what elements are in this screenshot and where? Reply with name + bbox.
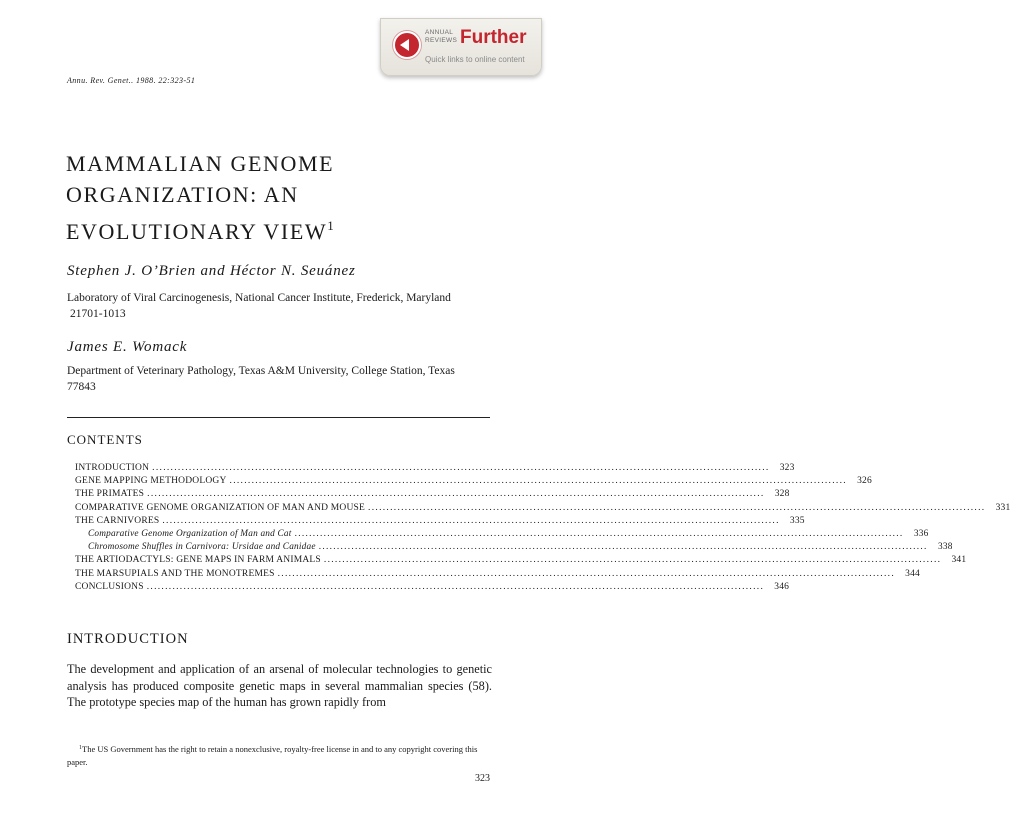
annual-reviews-further-badge[interactable] (380, 18, 542, 76)
toc-entry[interactable]: CONCLUSIONS ........................................................................................................................................................................ 346 (75, 581, 790, 592)
footnote-mark: 1 (79, 745, 82, 751)
annual-reviews-wordmark: ANNUAL REVIEWS (425, 29, 458, 44)
toc-subentry[interactable]: Comparative Genome Organization of Man and Cat ........................................................................................................................................................................ 336 (88, 528, 929, 539)
play-arrow-icon (393, 31, 421, 59)
author-affiliation-1: Laboratory of Viral Carcinogenesis, National Cancer Institute, Frederick, Maryland 21701-1013 (67, 292, 451, 320)
toc-entry[interactable]: THE ARTIODACTYLS: GENE MAPS IN FARM ANIMALS ........................................................................................................................................................................ 341 (75, 555, 967, 566)
toc-entry[interactable]: THE CARNIVORES ........................................................................................................................................................................ 335 (75, 515, 805, 526)
introduction-heading: INTRODUCTION (67, 631, 189, 647)
title-footnote-mark: 1 (327, 218, 334, 233)
further-subtitle: Quick links to online content (425, 55, 525, 64)
contents-heading: CONTENTS (67, 432, 143, 447)
author-affiliation-2: Department of Veterinary Pathology, Texas A&M University, College Station, Texas 77843 (67, 365, 455, 393)
table-of-contents (75, 463, 1010, 595)
introduction-paragraph: The development and application of an arsenal of molecular technologies to genetic analysis has produced composite genetic maps in several mammalian species (58). The prototype species map of the human has grown rapidly from (67, 662, 492, 709)
toc-entry[interactable]: GENE MAPPING METHODOLOGY ........................................................................................................................................................................ 326 (75, 476, 872, 487)
article-title: MAMMALIAN GENOME ORGANIZATION: AN EVOLUTIONARY VIEW$^1$ (66, 151, 335, 244)
section-divider (67, 417, 490, 418)
author-names-1: Stephen J. O’Brien and Héctor N. Seuánez (67, 263, 356, 279)
toc-entry[interactable]: THE PRIMATES ........................................................................................................................................................................ 328 (75, 489, 790, 500)
journal-citation: Annu. Rev. Genet.. 1988. 22:323-51 (67, 76, 196, 85)
toc-entry[interactable]: THE MARSUPIALS AND THE MONOTREMES ........................................................................................................................................................................ 344 (75, 568, 921, 579)
author-names-2: James E. Womack (67, 339, 188, 355)
toc-entry[interactable]: INTRODUCTION ........................................................................................................................................................................ 323 (75, 463, 795, 473)
toc-subentry[interactable]: Chromosome Shuffles in Carnivora: Ursidae and Canidae ........................................................................................................................................................................ 338 (88, 542, 953, 553)
further-label: Further (460, 27, 527, 48)
footnote: $^1$The US Government has the right to retain a nonexclusive, royalty-free license in and to any copyright covering this paper. (67, 744, 478, 767)
toc-entry[interactable]: COMPARATIVE GENOME ORGANIZATION OF MAN AND MOUSE ........................................................................................................................................................................ 331 (75, 502, 1010, 513)
page-number: 323 (475, 773, 490, 784)
